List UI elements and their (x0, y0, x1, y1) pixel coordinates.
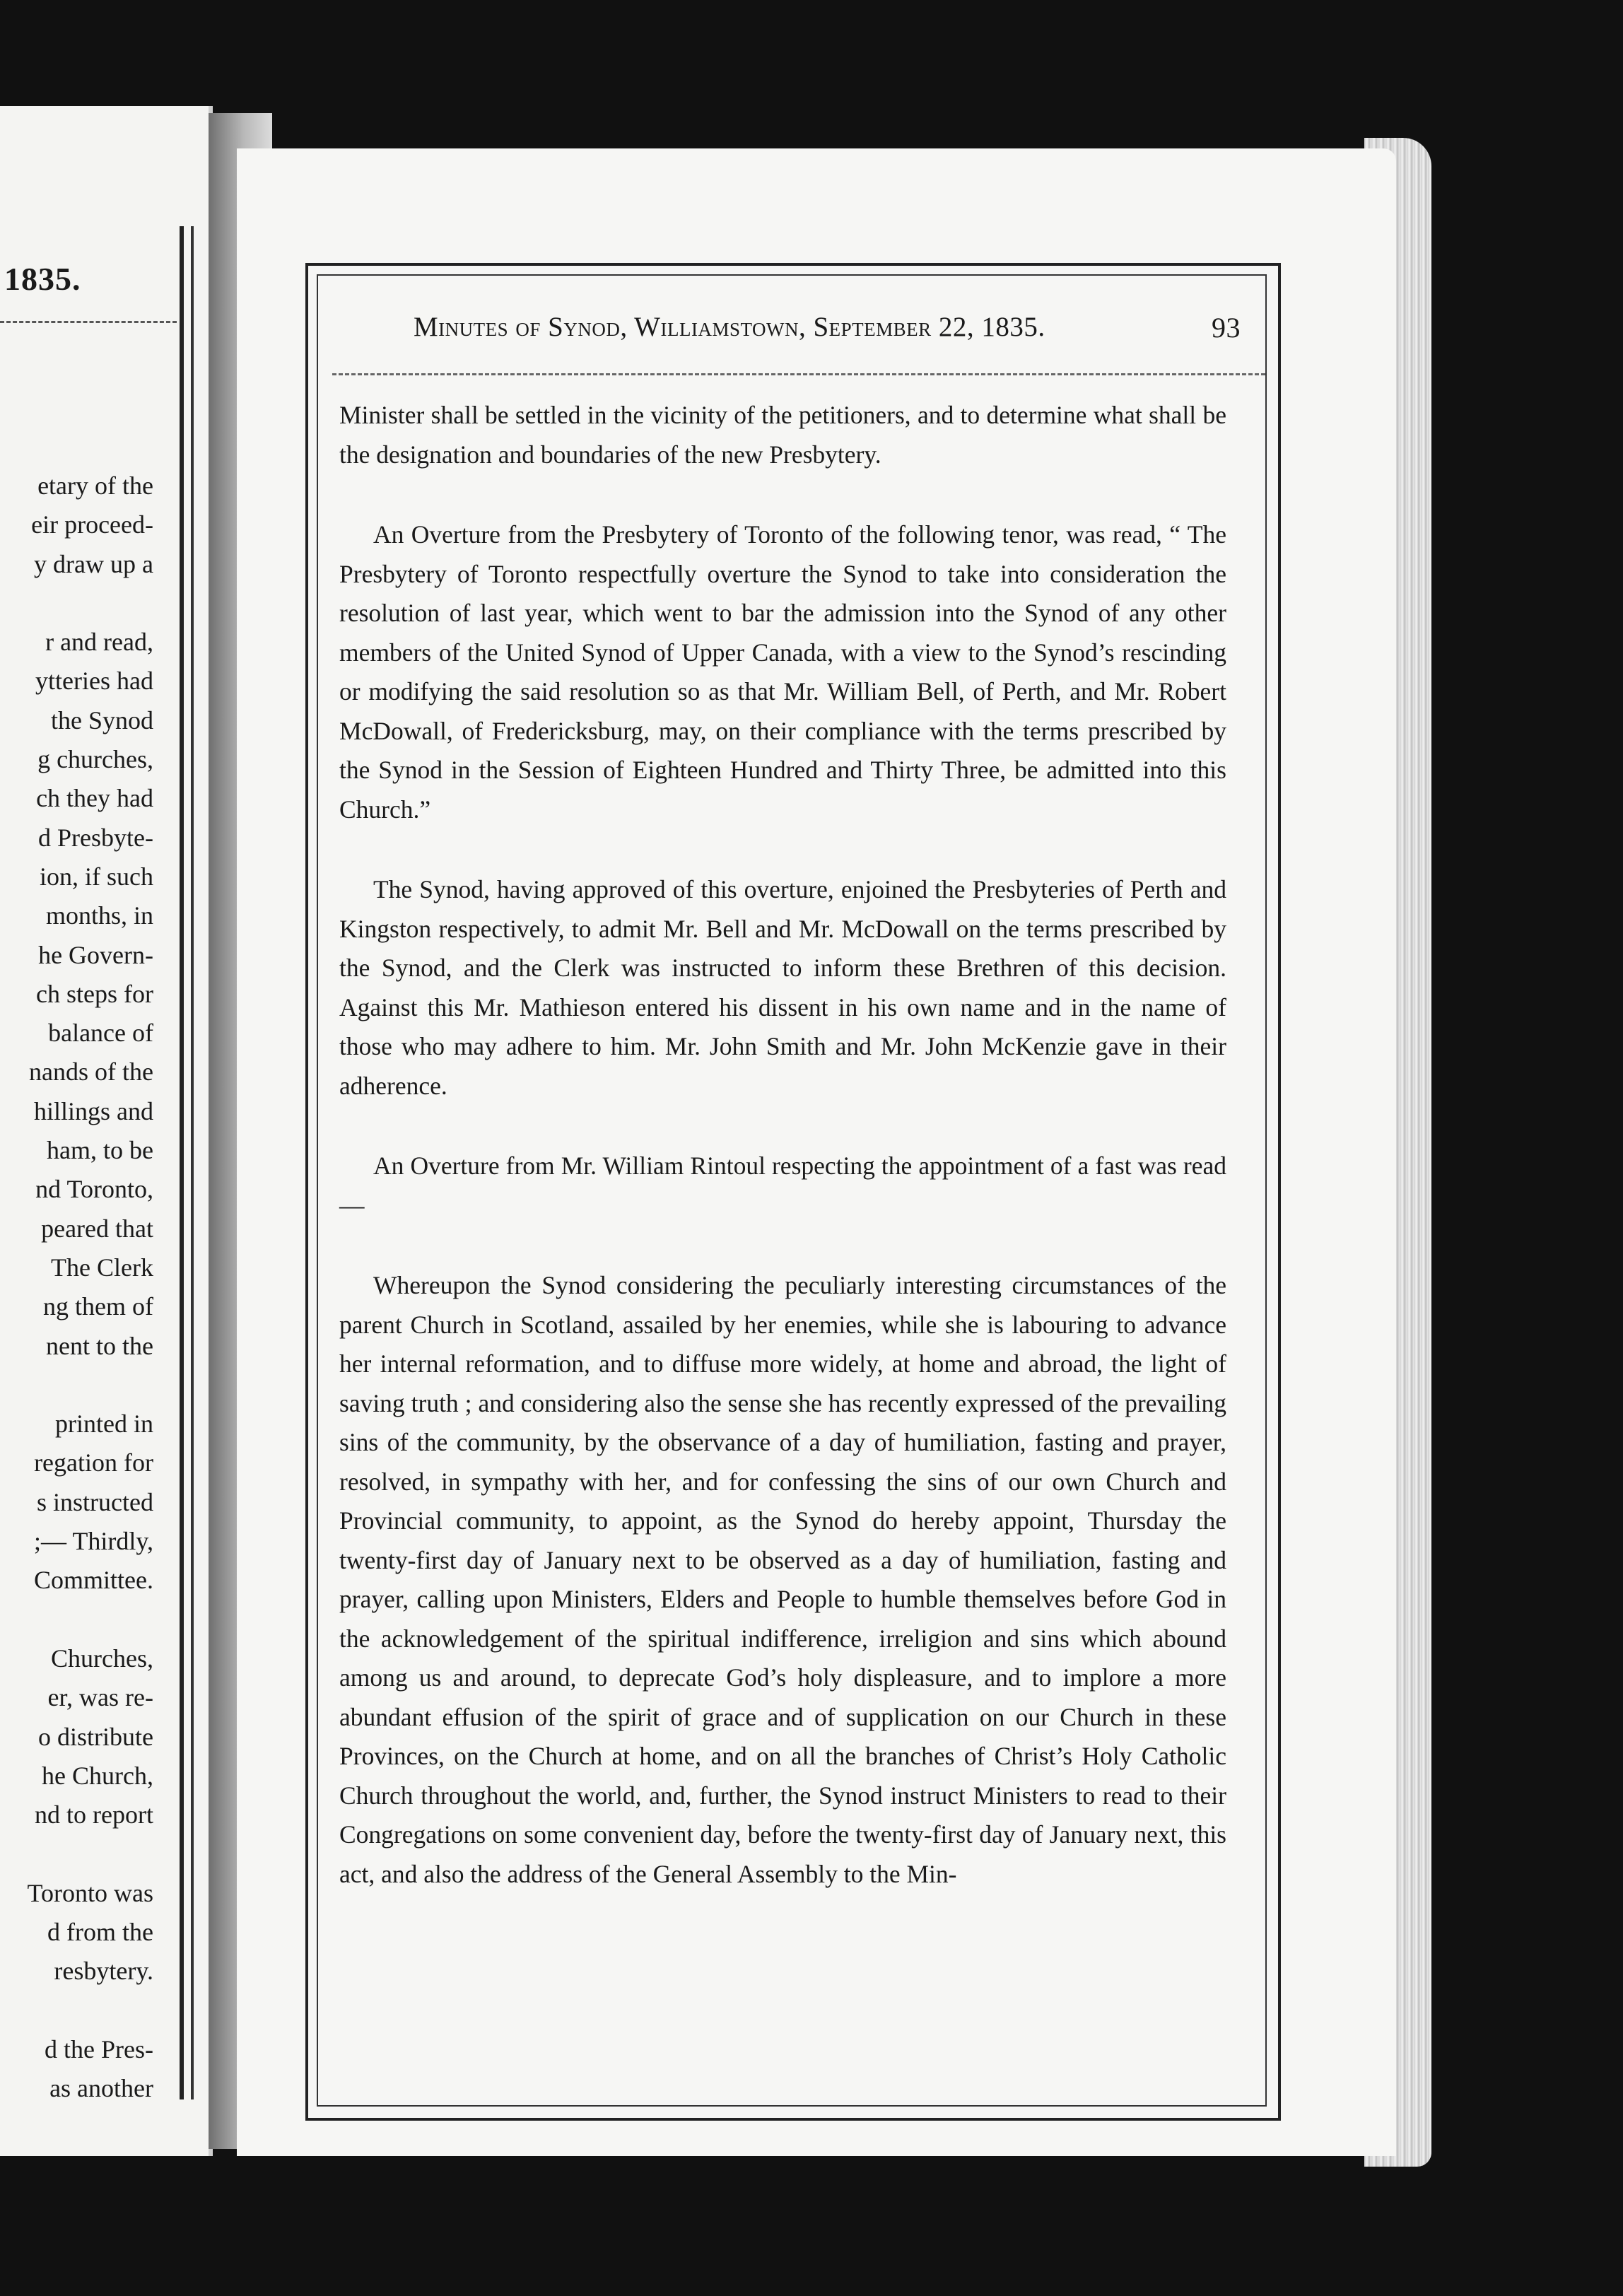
page-body (339, 396, 1226, 1935)
left-line: balance of (48, 1019, 153, 1048)
left-line: ch they had (36, 784, 153, 813)
left-line: resbytery. (54, 1957, 153, 1986)
left-line: he Church, (42, 1761, 153, 1790)
paragraph: An Overture from Mr. William Rintoul respecting the appointment of a fast was read— (339, 1152, 1226, 1219)
left-line: as another (49, 2074, 153, 2103)
left-line: ham, to be (47, 1136, 153, 1165)
left-line: d Presbyte- (38, 823, 153, 852)
left-line: ion, if such (40, 862, 153, 891)
left-line: regation for (34, 1448, 153, 1477)
left-page-text (28, 467, 153, 2108)
paragraph: Whereupon the Synod considering the peculiarly interesting circumstances of the parent Church in Scotland, assailed by her enemies, while she is labouring to advance her internal reformation, and to diffuse more widely, at home and abroad, the light of saving truth ; and considering also the sense she has recently expressed of the prevailing sins of the community, by the observance of a day of humiliation, fasting and prayer, resolved, in sympathy with her, and for confessing the sins of our own Church and Provincial community, to appoint, as the Synod do hereby appoint, Thursday the twenty-first day of January next to be observed as a day of humiliation, fasting and prayer, calling upon Ministers, Elders and People to humble themselves before God in the acknowledgement of the spiritual indifference, irreligion and sins which abound among us and around, to deprecate God’s holy displeasure, and to implore a more abundant effusion of the spirit of grace and of supplication on our Church in these Provinces, on the Church at home, and on all the branches of Christ’s Holy Catholic Church throughout the world, and, further, the Synod instruct Ministers to read to their Congregations on some convenient day, before the twenty-first day of January next, this act, and also the address of the General Assembly to the Min- (339, 1271, 1226, 1888)
left-page-year: 1835. (4, 261, 81, 297)
left-line: er, was re- (47, 1683, 153, 1712)
left-line: hillings and (34, 1096, 153, 1125)
left-line (28, 1600, 153, 1639)
left-line: he Govern- (38, 940, 153, 969)
left-line: nd to report (35, 1800, 153, 1829)
left-line: etary of the (37, 472, 153, 500)
paragraph: The Synod, having approved of this overture, enjoined the Presbyteries of Perth and Kingston respectively, to admit Mr. Bell and Mr. McDowall on the terms prescribed by the Synod, and the Clerk was instructed to inform these Brethren of this decision. Against this Mr. Mathieson entered his dissent in his own name and in the name of those who may adhere to him. Mr. John Smith and Mr. John McKenzie gave in their adherence. (339, 875, 1226, 1100)
left-line: ng them of (43, 1292, 153, 1321)
left-line (28, 1834, 153, 1873)
left-line: The Clerk (51, 1253, 153, 1282)
running-head-rule (332, 373, 1265, 375)
left-line: ;— Thirdly, (34, 1527, 153, 1556)
left-line: months, in (45, 901, 153, 930)
left-line: printed in (55, 1410, 153, 1439)
left-line: d from the (47, 1917, 153, 1946)
left-line: nd Toronto, (35, 1175, 153, 1204)
left-line (28, 584, 153, 623)
running-head-title: Minutes of Synod, Williamstown, September 22, 1835. (414, 312, 1045, 342)
left-line: peared that (41, 1214, 153, 1243)
left-line: ch steps for (36, 979, 153, 1008)
left-line: Committee. (34, 1566, 153, 1595)
left-line: eir proceed- (31, 510, 153, 539)
left-line: nent to the (46, 1331, 153, 1360)
paragraph: Minister shall be settled in the vicinity of the petitioners, and to determine what shall be the designation and boundaries of the new Presbytery. (339, 401, 1226, 469)
running-head (414, 311, 1241, 343)
left-line: y draw up a (34, 549, 153, 578)
left-page (0, 106, 213, 2156)
left-line: o distribute (38, 1722, 153, 1751)
left-line: r and read, (45, 628, 153, 657)
left-line: d the Pres- (45, 2034, 153, 2063)
left-line (28, 1366, 153, 1405)
page-number: 93 (1212, 312, 1241, 344)
left-line: s instructed (37, 1487, 153, 1516)
left-line: g churches, (37, 745, 153, 774)
left-line: ytteries had (35, 667, 153, 696)
left-line: Churches, (51, 1644, 153, 1673)
left-page-head-rule (0, 321, 177, 323)
left-line: Toronto was (27, 1878, 153, 1907)
left-line (28, 1991, 153, 2030)
paragraph: An Overture from the Presbytery of Toronto of the following tenor, was read, “ The Presbytery of Toronto respectfully overture the Synod to take into consideration the resolution of last year, which went to bar the admission into the Synod of any other members of the United Synod of Upper Canada, with a view to the Synod’s rescinding or modifying the said resolution so as that Mr. William Bell, of Perth, and Mr. Robert McDowall, of Fredericksburg, may, on their compliance with the terms prescribed by the Synod in the Session of Eighteen Hundred and Thirty Three, be admitted into this Church.” (339, 520, 1226, 824)
left-line: the Synod (50, 705, 153, 734)
left-line: nands of the (29, 1058, 153, 1086)
left-page-frame-border (180, 226, 184, 2099)
